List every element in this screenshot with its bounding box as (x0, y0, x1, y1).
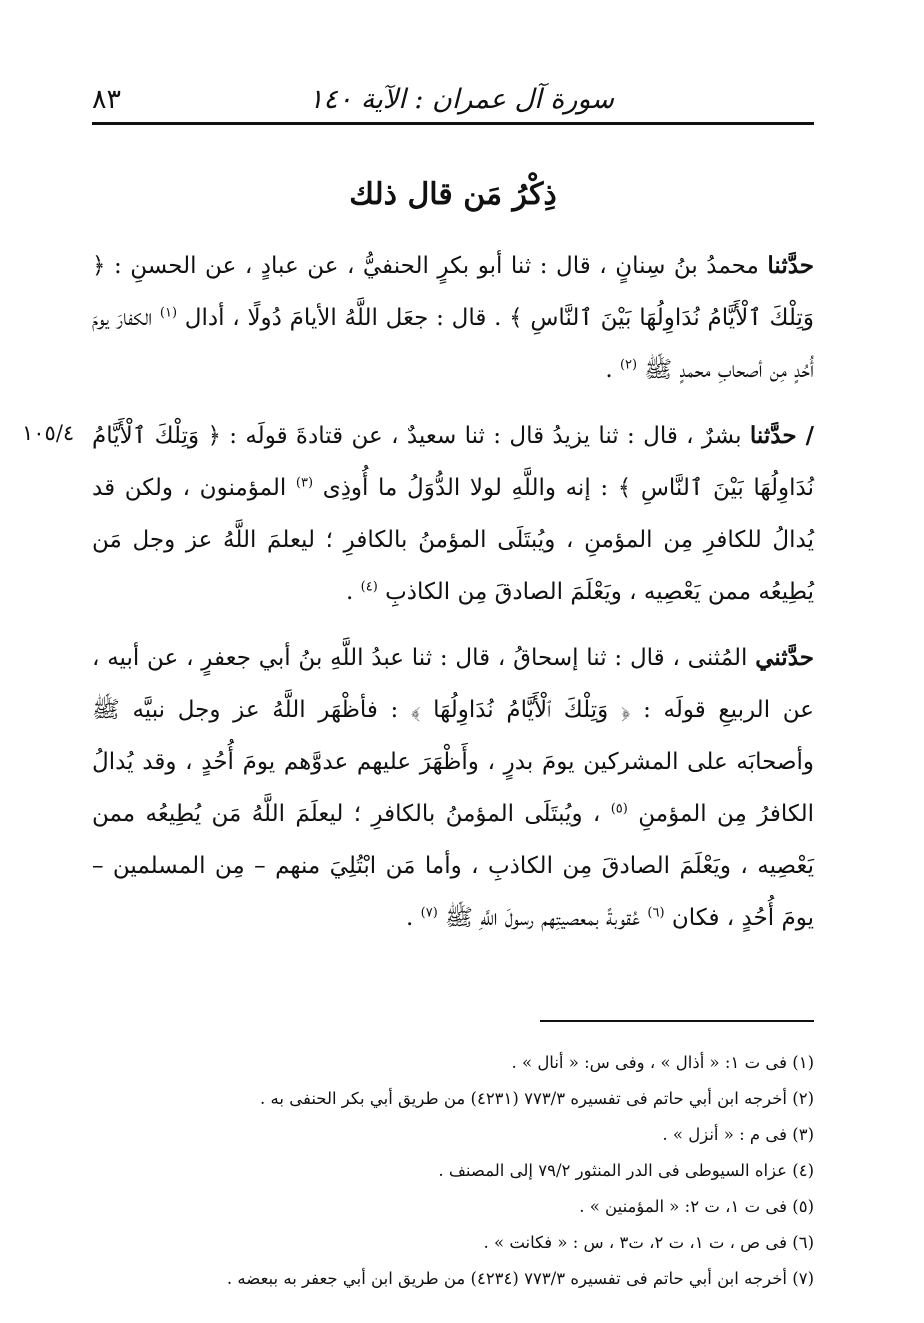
footnote-item: (٦) فى ص ، ت ١، ت ٢، ت٣ ، س : « فكانت » . (483, 1233, 814, 1252)
paragraph-1 (92, 240, 814, 396)
footnote-marker: (٥) (610, 801, 628, 817)
paragraph-text: المُثنى ، قال : ثنا إسحاقُ ، قال : ثنا عبدُ اللَّهِ بنُ أبي جعفرٍ ، عن أبيه ، عن الربيعِ قولَه : ﴿ وَتِلْكَ ٱلْأَيَّامُ نُدَاوِلُهَا ﴾ : فأظْهَر اللَّهُ عز وجل نبيَّه ﷺ وأصحابَه على المشركين يومَ بدرٍ ، وأَظْهَرَ عليهم عدوَّهم يومَ أُحُدٍ ، وقد يُدالُ الكافرُ مِن المؤمنِ (92, 645, 814, 827)
footnote-item: (٥) فى ت ١، ت ٢: « المؤمنين » . (579, 1197, 814, 1216)
footnote-item: (٢) أخرجه ابن أبي حاتم فى تفسيره ٧٧٣/٣ (٤٢٣١) من طريق أبي بكر الحنفى به . (260, 1089, 814, 1108)
footnote-marker: (١) (159, 305, 178, 321)
paragraph-end: . (605, 357, 613, 383)
margin-reference: ١٠٥/٤ (22, 421, 75, 445)
paragraph-text: ، ويُبتَلَى المؤمنُ بالكافرِ ؛ ليعلَمَ اللَّهُ مَن يُطِيعُه ممن يَعْصِيه ، ويَعْلَمَ الصادقَ مِن الكاذبِ ، وأما مَن ابْتُلِيَ منهم – مِن المسلمين – يومَ أُحُدٍ ، فكان (92, 801, 814, 931)
body-text (92, 240, 814, 958)
paragraph-lead: حدَّثني (755, 644, 814, 671)
paragraph-2 (92, 410, 814, 618)
footnote-item: (٤) عزاه السيوطى فى الدر المنثور ٧٩/٢ إلى المصنف . (438, 1161, 814, 1180)
paragraph-text: عُقوبةً بمعصيتِهم رسولَ اللَّهِ ﷺ (445, 905, 641, 931)
page-number: ٨٣ (92, 84, 122, 115)
footnote-item: (١) فى ت ١: « أذال » ، وفى س: « أنال » . (511, 1053, 814, 1072)
paragraph-text: بشرٌ ، قال : ثنا يزيدُ قال : ثنا سعيدٌ ، عن قتادةَ قولَه : ﴿ وَتِلْكَ ٱلْأَيَّامُ نُدَاوِلُهَا بَيْنَ ٱلنَّاسِ ﴾ : إنه واللَّهِ لولا الدُّوَلُ ما أُوذِى (92, 423, 815, 501)
paragraph-lead: حدَّثنا (767, 252, 815, 279)
footnote-marker: (٢) (619, 357, 638, 373)
footnote-divider (540, 1020, 814, 1022)
page-header (92, 82, 814, 125)
paragraph-end: . (346, 579, 354, 605)
footnote-item: (٧) أخرجه ابن أبي حاتم فى تفسيره ٧٧٣/٣ (٤٢٣٤) من طريق ابن أبي جعفر به ببعضه . (226, 1269, 814, 1288)
paragraph-text: المؤمنون ، ولكن قد يُدالُ للكافرِ مِن المؤمنِ ، ويُبتَلَى المؤمنُ بالكافرِ ؛ ليعلمَ اللَّهُ عز وجل مَن يُطِيعُه ممن يَعْصِيه ، ويَعْلَمَ الصادقَ مِن الكاذبِ (92, 475, 814, 605)
paragraph-end: . (406, 905, 414, 931)
paragraph-text: محمدُ بنُ سِنانٍ ، قال : ثنا أبو بكرٍ الحنفيُّ ، عن عبادٍ ، عن الحسنِ : ﴿ وَتِلْكَ ٱلْأَيَّامُ نُدَاوِلُهَا بَيْنَ ٱلنَّاسِ ﴾ . قال : جعَل اللَّهُ الأيامَ دُولًا ، أدال (92, 253, 815, 331)
footnote-item: (٣) فى م : « أنزل » . (662, 1125, 814, 1144)
paragraph-text: الكفارَ يومَ أُحُدٍ مِن أصحابِ محمدٍ ﷺ (92, 305, 814, 383)
footnote-marker: (٧) (420, 905, 438, 921)
footnote-marker: (٦) (647, 905, 665, 921)
footnote-marker: (٣) (295, 475, 314, 491)
footnotes (92, 1045, 814, 1297)
paragraph-lead: / حدَّثنا (749, 422, 814, 449)
footnote-marker: (٤) (360, 579, 378, 595)
running-title: سورة آل عمران : الآية ١٤٠ (308, 84, 614, 115)
paragraph-3 (92, 632, 814, 944)
section-heading: ذِكْرُ مَن قال ذلك (349, 177, 557, 212)
